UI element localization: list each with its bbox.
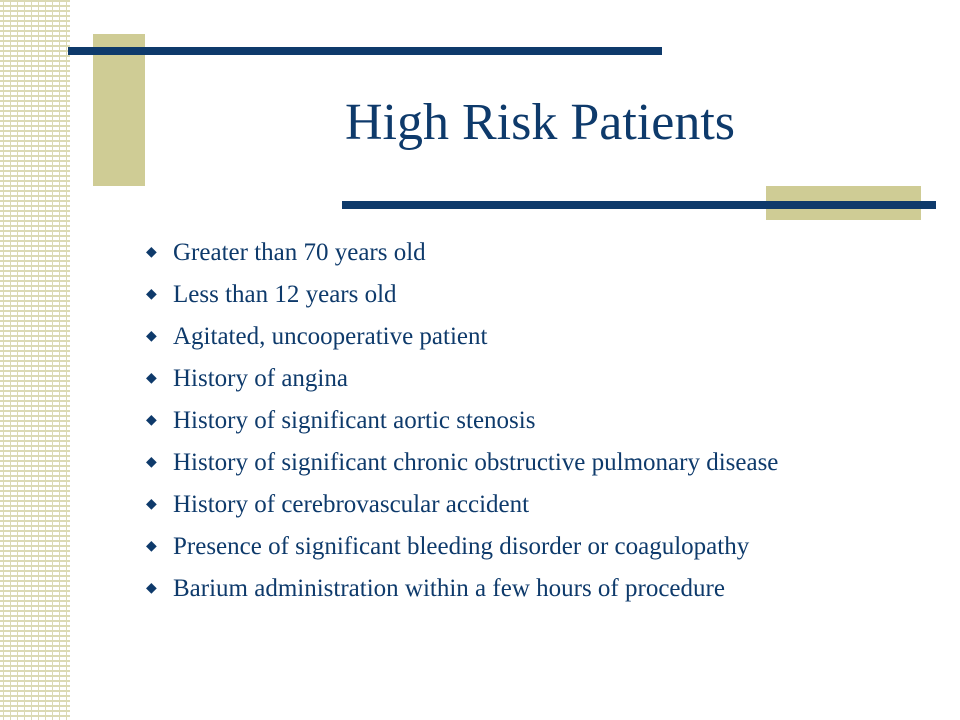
list-item-text: Barium administration within a few hours of procedure [173, 575, 725, 602]
list-item [146, 406, 936, 436]
diamond-bullet-icon: ◆ [146, 581, 157, 596]
decorative-khaki-block-top [93, 34, 145, 186]
list-item-text: History of significant aortic stenosis [173, 407, 536, 434]
list-item [146, 448, 936, 478]
diamond-bullet-icon: ◆ [146, 413, 157, 428]
list-item [146, 364, 936, 394]
list-item-text: Less than 12 years old [173, 281, 397, 308]
diamond-bullet-icon: ◆ [146, 245, 157, 260]
diamond-bullet-icon: ◆ [146, 287, 157, 302]
bullet-list [146, 238, 936, 616]
decorative-blue-line-right [342, 201, 936, 209]
list-item [146, 322, 936, 352]
decorative-side-pattern [0, 0, 70, 720]
diamond-bullet-icon: ◆ [146, 371, 157, 386]
list-item-text: Greater than 70 years old [173, 239, 426, 266]
list-item [146, 490, 936, 520]
list-item [146, 238, 936, 268]
list-item [146, 280, 936, 310]
diamond-bullet-icon: ◆ [146, 329, 157, 344]
list-item [146, 532, 936, 562]
diamond-bullet-icon: ◆ [146, 455, 157, 470]
list-item-text: Agitated, uncooperative patient [173, 323, 488, 350]
diamond-bullet-icon: ◆ [146, 539, 157, 554]
list-item-text: History of angina [173, 365, 348, 392]
list-item-text: History of cerebrovascular accident [173, 491, 530, 518]
list-item-text: History of significant chronic obstructive pulmonary disease [173, 449, 779, 476]
list-item [146, 574, 936, 604]
list-item-text: Presence of significant bleeding disorder or coagulopathy [173, 533, 750, 560]
decorative-blue-line-top [68, 47, 662, 55]
slide-title: High Risk Patients [344, 94, 736, 151]
diamond-bullet-icon: ◆ [146, 497, 157, 512]
